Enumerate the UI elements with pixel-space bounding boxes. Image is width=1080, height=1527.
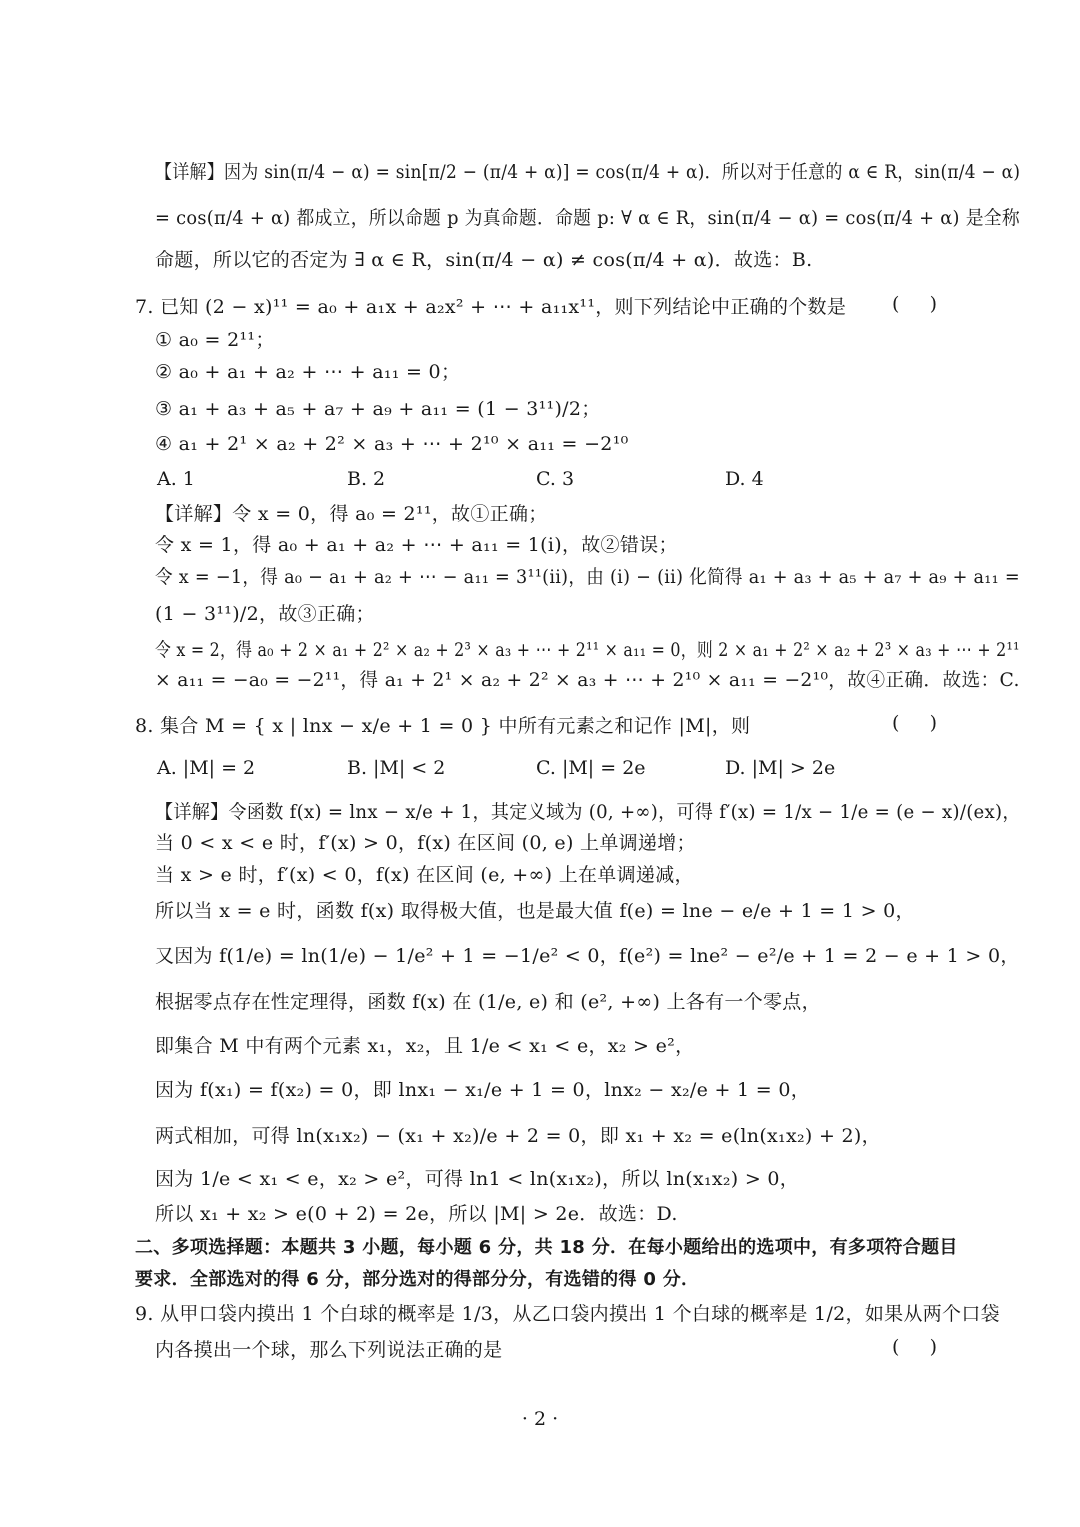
- q8-detail-line-1: 【详解】令函数 f(x) = lnx − x/e + 1，其定义域为 (0, +∞)，可得 f′(x) = 1/x − 1/e = (e − x)/(ex)，: [155, 801, 1021, 823]
- q8-option-d: D. |M| > 2e: [725, 757, 836, 779]
- q7-detail-line-4: (1 − 3¹¹)/2，故③正确；: [155, 603, 375, 625]
- q7-detail-line-1: 【详解】令 x = 0，得 a₀ = 2¹¹，故①正确；: [155, 503, 548, 525]
- q7-option-c: C. 3: [536, 468, 575, 490]
- section-2-heading-line-2: 要求．全部选对的得 6 分，部分选对的得部分分，有选错的得 0 分．: [135, 1269, 700, 1290]
- q7-option-b: B. 2: [347, 468, 386, 490]
- q6-detail-line-3: 命题，所以它的否定为 ∃ α ∈ R，sin(π/4 − α) ≠ cos(π/4 + α)．故选：B.: [155, 249, 813, 271]
- q8-detail-line-8: 因为 f(x₁) = f(x₂) = 0，即 lnx₁ − x₁/e + 1 = 0，lnx₂ − x₂/e + 1 = 0，: [155, 1079, 811, 1101]
- q8-detail-line-10: 因为 1/e < x₁ < e，x₂ > e²，可得 ln1 < ln(x₁x₂)，所以 ln(x₁x₂) > 0，: [155, 1168, 800, 1190]
- q7-item-1: ① a₀ = 2¹¹；: [155, 329, 275, 351]
- q8-detail-line-5: 又因为 f(1/e) = ln(1/e) − 1/e² + 1 = −1/e² < 0，f(e²) = lne² − e²/e + 1 = 2 − e + 1 > 0，: [155, 945, 1020, 967]
- q9-stem-line-2: 内各摸出一个球，那么下列说法正确的是: [155, 1339, 503, 1361]
- q8-detail-line-7: 即集合 M 中有两个元素 x₁，x₂，且 1/e < x₁ < e，x₂ > e²，: [155, 1035, 695, 1057]
- q7-answer-paren: ( ): [892, 293, 938, 315]
- q8-detail-line-6: 根据零点存在性定理得，函数 f(x) 在 (1/e, e) 和 (e², +∞) 上各有一个零点，: [155, 991, 821, 1013]
- q8-detail-line-2: 当 0 < x < e 时，f′(x) > 0，f(x) 在区间 (0, e) 上单调递增；: [155, 832, 696, 854]
- q8-detail-line-3: 当 x > e 时，f′(x) < 0，f(x) 在区间 (e, +∞) 上在单调递减，: [155, 864, 694, 886]
- page-number: · 2 ·: [521, 1408, 559, 1430]
- q8-detail-line-11: 所以 x₁ + x₂ > e(0 + 2) = 2e，所以 |M| > 2e．故选：D.: [155, 1203, 678, 1225]
- q6-detail-line-2: = cos(π/4 + α) 都成立，所以命题 p 为真命题．命题 p: ∀ α ∈ R，sin(π/4 − α) = cos(π/4 + α) 是全称: [155, 207, 1020, 229]
- q8-option-a: A. |M| = 2: [157, 757, 256, 779]
- q8-stem: 8. 集合 M = { x | lnx − x/e + 1 = 0 } 中所有元素之和记作 |M|，则: [135, 715, 751, 737]
- q7-item-2: ② a₀ + a₁ + a₂ + ⋯ + a₁₁ = 0；: [155, 361, 461, 383]
- q7-option-d: D. 4: [725, 468, 764, 490]
- q7-detail-line-5: 令 x = 2，得 a₀ + 2 × a₁ + 2² × a₂ + 2³ × a₃ + ⋯ + 2¹¹ × a₁₁ = 0，则 2 × a₁ + 2² × a₂ + 2³ × a₃ + ⋯ + 2¹¹: [155, 639, 1020, 661]
- q6-detail-line-1: 【详解】因为 sin(π/4 − α) = sin[π/2 − (π/4 + α)] = cos(π/4 + α)．所以对于任意的 α ∈ R，sin(π/4 − α): [155, 161, 1021, 183]
- q7-item-4: ④ a₁ + 2¹ × a₂ + 2² × a₃ + ⋯ + 2¹⁰ × a₁₁ = −2¹⁰: [155, 433, 629, 455]
- q7-item-3: ③ a₁ + a₃ + a₅ + a₇ + a₉ + a₁₁ = (1 − 3¹¹)/2；: [155, 398, 601, 420]
- q7-detail-line-2: 令 x = 1，得 a₀ + a₁ + a₂ + ⋯ + a₁₁ = 1(i)，故②错误；: [155, 534, 678, 556]
- q9-answer-paren: ( ): [892, 1336, 938, 1358]
- q8-option-b: B. |M| < 2: [347, 757, 446, 779]
- q8-detail-line-9: 两式相加，可得 ln(x₁x₂) − (x₁ + x₂)/e + 2 = 0，即 x₁ + x₂ = e(ln(x₁x₂) + 2)，: [155, 1125, 881, 1147]
- q9-stem-line-1: 9. 从甲口袋内摸出 1 个白球的概率是 1/3，从乙口袋内摸出 1 个白球的概率是 1/2，如果从两个口袋: [135, 1303, 1000, 1325]
- q7-detail-line-3: 令 x = −1，得 a₀ − a₁ + a₂ + ⋯ − a₁₁ = 3¹¹(ii)，由 (i) − (ii) 化简得 a₁ + a₃ + a₅ + a₇ + a₉ + a₁₁ =: [155, 566, 1020, 588]
- q7-detail-line-6: × a₁₁ = −a₀ = −2¹¹，得 a₁ + 2¹ × a₂ + 2² × a₃ + ⋯ + 2¹⁰ × a₁₁ = −2¹⁰，故④正确．故选：C.: [155, 669, 1020, 691]
- q8-option-c: C. |M| = 2e: [536, 757, 646, 779]
- q8-answer-paren: ( ): [892, 712, 938, 734]
- q7-option-a: A. 1: [157, 468, 195, 490]
- q7-stem: 7. 已知 (2 − x)¹¹ = a₀ + a₁x + a₂x² + ⋯ + a₁₁x¹¹，则下列结论中正确的个数是: [135, 296, 847, 318]
- q8-detail-line-4: 所以当 x = e 时，函数 f(x) 取得极大值，也是最大值 f(e) = lne − e/e + 1 = 1 > 0，: [155, 900, 915, 922]
- section-2-heading-line-1: 二、多项选择题：本题共 3 小题，每小题 6 分，共 18 分．在每小题给出的选项中，有多项符合题目: [135, 1237, 958, 1258]
